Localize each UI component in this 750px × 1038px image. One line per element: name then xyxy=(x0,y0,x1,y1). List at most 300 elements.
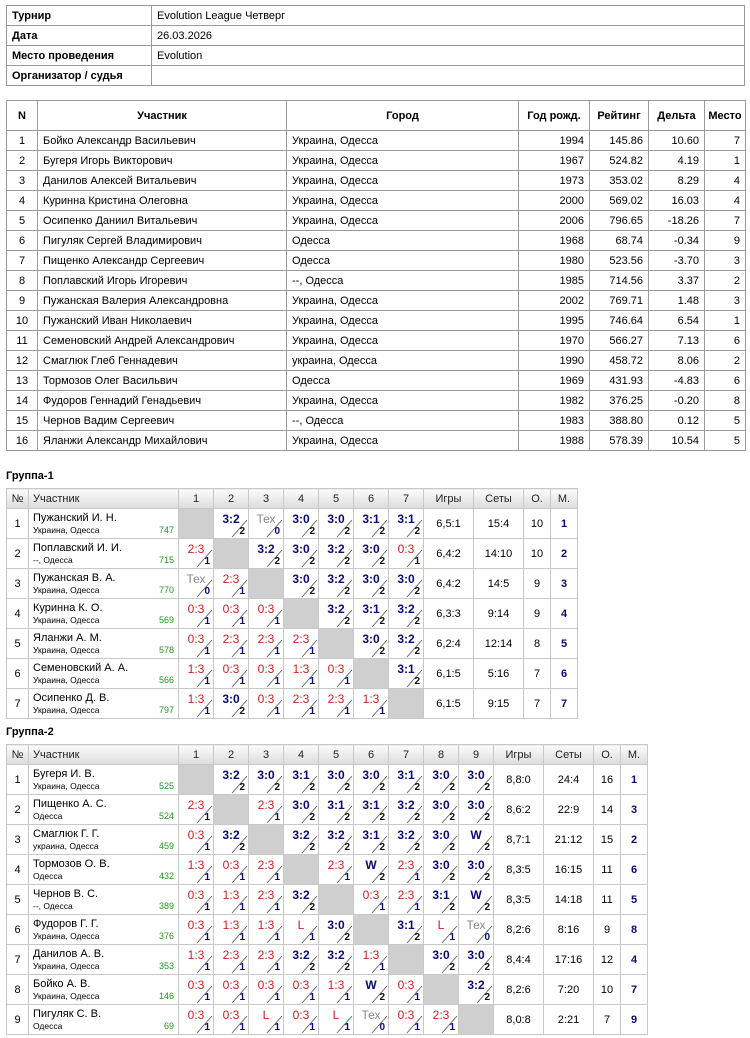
participant-cell: 6 xyxy=(705,371,746,391)
match-result xyxy=(459,855,494,885)
participant-cell: -3.70 xyxy=(649,251,705,271)
participant-row xyxy=(7,231,746,251)
match-score: 2:3 xyxy=(257,858,275,872)
match-result xyxy=(319,855,354,885)
match-points: 2 xyxy=(449,782,455,793)
participant-row xyxy=(7,371,746,391)
header-opponent-number: 2 xyxy=(214,489,249,509)
self-cell xyxy=(389,689,424,719)
match-score: 3:1 xyxy=(362,798,380,812)
match-score: 3:0 xyxy=(467,948,485,962)
player-city: Одесса xyxy=(33,811,63,821)
match-points: 2 xyxy=(379,646,385,657)
player-name: Пигуляк С. В. xyxy=(33,1008,102,1020)
player-rating: 524 xyxy=(158,811,174,821)
player-rating: 569 xyxy=(158,615,174,625)
match-score: 0:3 xyxy=(257,602,275,616)
player-name: Тормозов О. В. xyxy=(33,858,110,870)
match-points: 1 xyxy=(274,646,280,657)
games-value: 8,3:5 xyxy=(494,855,544,885)
player-cell xyxy=(29,945,179,975)
match-points: 2 xyxy=(309,962,315,973)
participant-cell: Украина, Одесса xyxy=(287,211,519,231)
participant-cell: Украина, Одесса xyxy=(287,191,519,211)
match-points: 1 xyxy=(344,872,350,883)
group-title: Группа-2 xyxy=(6,726,54,738)
group-row xyxy=(7,659,578,689)
participant-cell: 10.60 xyxy=(649,131,705,151)
sets-value: 22:9 xyxy=(544,795,594,825)
match-points: 1 xyxy=(239,586,245,597)
player-rating: 69 xyxy=(163,1021,174,1031)
sets-value: 14:10 xyxy=(474,539,524,569)
match-score: 3:2 xyxy=(257,542,275,556)
match-points: 1 xyxy=(414,992,420,1003)
sets-value: 2:21 xyxy=(544,1005,594,1035)
player-rating: 797 xyxy=(158,705,174,715)
match-points: 1 xyxy=(309,646,315,657)
match-score: 2:3 xyxy=(432,1008,450,1022)
player-rating: 146 xyxy=(158,991,174,1001)
match-result xyxy=(214,659,249,689)
group-row xyxy=(7,885,648,915)
match-score: 1:3 xyxy=(362,948,380,962)
participant-cell: 523.56 xyxy=(590,251,649,271)
match-score: 3:0 xyxy=(327,512,345,526)
match-result xyxy=(389,765,424,795)
participant-cell: Пищенко Александр Сергеевич xyxy=(38,251,287,271)
match-score: 0:3 xyxy=(327,662,345,676)
games-value: 8,2:6 xyxy=(494,915,544,945)
player-number: 7 xyxy=(7,945,29,975)
match-result xyxy=(354,569,389,599)
place-value: 1 xyxy=(621,765,648,795)
player-name: Поплавский И. И. xyxy=(33,542,122,554)
group-row xyxy=(7,765,648,795)
player-cell xyxy=(29,599,179,629)
match-score: 3:2 xyxy=(327,572,345,586)
match-result xyxy=(459,795,494,825)
participant-cell: 3 xyxy=(7,171,38,191)
group-header-row xyxy=(7,489,578,509)
participant-row xyxy=(7,311,746,331)
games-value: 6,3:3 xyxy=(424,599,474,629)
match-result xyxy=(389,599,424,629)
player-name: Данилов А. В. xyxy=(33,948,105,960)
match-score: Тех xyxy=(466,918,486,932)
match-result xyxy=(249,539,284,569)
participant-cell: Украина, Одесса xyxy=(287,311,519,331)
match-score: 0:3 xyxy=(222,662,240,676)
match-score: 1:3 xyxy=(222,918,240,932)
match-score: 3:2 xyxy=(292,828,310,842)
match-score: 3:0 xyxy=(467,858,485,872)
match-score: 2:3 xyxy=(222,948,240,962)
games-value: 6,4:2 xyxy=(424,569,474,599)
participant-cell: 2006 xyxy=(519,211,590,231)
match-result xyxy=(179,689,214,719)
match-points: 1 xyxy=(414,872,420,883)
column-header: Город xyxy=(287,101,519,131)
match-points: 0 xyxy=(274,526,280,537)
match-points: 2 xyxy=(484,902,490,913)
match-result xyxy=(249,975,284,1005)
participant-cell: 2000 xyxy=(519,191,590,211)
participant-cell: 16.03 xyxy=(649,191,705,211)
player-city: Украина, Одесса xyxy=(33,991,100,1001)
player-cell xyxy=(29,855,179,885)
participant-cell: 1.48 xyxy=(649,291,705,311)
player-city: --, Одесса xyxy=(33,555,73,565)
player-name: Куринна К. О. xyxy=(33,602,103,614)
participant-cell: 1982 xyxy=(519,391,590,411)
participant-cell: 376.25 xyxy=(590,391,649,411)
participant-cell: -4.83 xyxy=(649,371,705,391)
participant-cell: 5 xyxy=(705,411,746,431)
participant-cell: 3.37 xyxy=(649,271,705,291)
player-name: Осипенко Д. В. xyxy=(33,692,110,704)
participant-cell: 796.65 xyxy=(590,211,649,231)
match-score: 3:0 xyxy=(432,858,450,872)
match-result xyxy=(179,945,214,975)
match-result xyxy=(214,569,249,599)
match-points: 1 xyxy=(239,962,245,973)
match-score: 3:0 xyxy=(222,692,240,706)
match-points: 2 xyxy=(484,812,490,823)
player-rating: 747 xyxy=(158,525,174,535)
match-score: 1:3 xyxy=(292,662,310,676)
match-points: 2 xyxy=(414,932,420,943)
match-result xyxy=(214,765,249,795)
match-points: 2 xyxy=(379,872,385,883)
match-result xyxy=(319,569,354,599)
match-points: 2 xyxy=(414,616,420,627)
points-value: 11 xyxy=(594,885,621,915)
participant-cell: 7 xyxy=(7,251,38,271)
match-points: 2 xyxy=(309,586,315,597)
header-opponent-number: 4 xyxy=(284,489,319,509)
match-result xyxy=(284,915,319,945)
player-city: Одесса xyxy=(33,1021,63,1031)
match-result xyxy=(389,569,424,599)
match-points: 1 xyxy=(344,992,350,1003)
match-score: Тех xyxy=(256,512,276,526)
match-points: 2 xyxy=(484,842,490,853)
participant-cell: 4 xyxy=(705,171,746,191)
match-points: 2 xyxy=(309,556,315,567)
match-points: 1 xyxy=(414,1022,420,1033)
match-score: 0:3 xyxy=(187,828,205,842)
match-result xyxy=(214,509,249,539)
player-name: Пужанский И. Н. xyxy=(33,512,117,524)
group-row xyxy=(7,945,648,975)
points-value: 15 xyxy=(594,825,621,855)
participant-cell: 1970 xyxy=(519,331,590,351)
info-row xyxy=(7,6,745,26)
header-opponent-number: 4 xyxy=(284,745,319,765)
match-points: 2 xyxy=(344,616,350,627)
self-cell xyxy=(389,945,424,975)
match-result xyxy=(214,1005,249,1035)
player-city: Украина, Одесса xyxy=(33,585,100,595)
match-points: 1 xyxy=(239,1022,245,1033)
match-points: 1 xyxy=(204,676,210,687)
match-points: 1 xyxy=(204,872,210,883)
header-opponent-number: 3 xyxy=(249,745,284,765)
match-score: 0:3 xyxy=(292,1008,310,1022)
match-points: 2 xyxy=(379,526,385,537)
match-score: W xyxy=(365,978,377,992)
participant-cell: 2 xyxy=(7,151,38,171)
match-points: 2 xyxy=(414,842,420,853)
match-score: L xyxy=(332,1008,340,1022)
match-result xyxy=(214,689,249,719)
match-result xyxy=(389,1005,424,1035)
match-result xyxy=(389,885,424,915)
match-points: 2 xyxy=(449,812,455,823)
match-points: 2 xyxy=(449,842,455,853)
player-number: 1 xyxy=(7,509,29,539)
participant-cell: 9 xyxy=(705,231,746,251)
games-value: 6,5:1 xyxy=(424,509,474,539)
match-points: 2 xyxy=(484,782,490,793)
place-value: 7 xyxy=(551,689,578,719)
match-points: 2 xyxy=(309,526,315,537)
participant-cell: Осипенко Даниил Витальевич xyxy=(38,211,287,231)
header-games: Игры xyxy=(424,489,474,509)
match-points: 1 xyxy=(309,992,315,1003)
match-score: 0:3 xyxy=(292,978,310,992)
match-result xyxy=(179,855,214,885)
column-header: Рейтинг xyxy=(590,101,649,131)
match-score: 2:3 xyxy=(327,692,345,706)
match-result xyxy=(284,885,319,915)
participant-cell: 4.19 xyxy=(649,151,705,171)
sets-value: 15:4 xyxy=(474,509,524,539)
participant-cell: 1973 xyxy=(519,171,590,191)
participant-cell: 566.27 xyxy=(590,331,649,351)
header-opponent-number: 2 xyxy=(214,745,249,765)
player-name: Смаглюк Г. Г. xyxy=(33,828,100,840)
player-rating: 459 xyxy=(158,841,174,851)
match-score: 2:3 xyxy=(257,798,275,812)
match-points: 2 xyxy=(344,842,350,853)
games-value: 6,1:5 xyxy=(424,659,474,689)
group-row xyxy=(7,915,648,945)
participant-cell: Тормозов Олег Васильвич xyxy=(38,371,287,391)
match-score: 2:3 xyxy=(222,572,240,586)
match-result xyxy=(214,629,249,659)
player-cell xyxy=(29,975,179,1005)
match-result xyxy=(389,975,424,1005)
participant-cell: Одесса xyxy=(287,251,519,271)
match-result xyxy=(249,855,284,885)
match-score: 0:3 xyxy=(187,602,205,616)
header-opponent-number: 8 xyxy=(424,745,459,765)
match-points: 1 xyxy=(239,902,245,913)
info-label: Дата xyxy=(7,26,152,46)
match-score: 3:0 xyxy=(362,768,380,782)
player-name: Яланжи А. М. xyxy=(33,632,102,644)
match-result xyxy=(354,765,389,795)
match-points: 2 xyxy=(449,872,455,883)
match-points: 1 xyxy=(414,556,420,567)
match-result xyxy=(284,975,319,1005)
match-score: 3:2 xyxy=(327,828,345,842)
place-value: 2 xyxy=(551,539,578,569)
header-points: О. xyxy=(594,745,621,765)
sets-value: 8:16 xyxy=(544,915,594,945)
tournament-info-table xyxy=(6,5,745,86)
match-score: 3:2 xyxy=(397,828,415,842)
participant-cell: Одесса xyxy=(287,371,519,391)
place-value: 5 xyxy=(551,629,578,659)
player-rating: 770 xyxy=(158,585,174,595)
group-row xyxy=(7,855,648,885)
match-result xyxy=(179,659,214,689)
match-result xyxy=(249,629,284,659)
match-result xyxy=(179,915,214,945)
match-score: 3:0 xyxy=(397,572,415,586)
info-label: Место проведения xyxy=(7,46,152,66)
info-value: 26.03.2026 xyxy=(152,26,745,46)
participant-cell: Поплавский Игорь Игоревич xyxy=(38,271,287,291)
match-points: 2 xyxy=(414,782,420,793)
match-points: 2 xyxy=(379,782,385,793)
info-value: Evolution xyxy=(152,46,745,66)
place-value: 8 xyxy=(621,915,648,945)
match-result xyxy=(354,855,389,885)
header-opponent-number: 5 xyxy=(319,745,354,765)
match-points: 2 xyxy=(309,812,315,823)
match-result xyxy=(214,825,249,855)
games-value: 8,6:2 xyxy=(494,795,544,825)
player-city: Одесса xyxy=(33,871,63,881)
participant-cell: Украина, Одесса xyxy=(287,151,519,171)
sets-value: 21:12 xyxy=(544,825,594,855)
match-points: 1 xyxy=(344,676,350,687)
group-table xyxy=(6,744,648,1035)
match-points: 1 xyxy=(204,706,210,717)
match-result xyxy=(459,915,494,945)
player-number: 4 xyxy=(7,855,29,885)
match-result xyxy=(424,825,459,855)
games-value: 6,4:2 xyxy=(424,539,474,569)
participant-cell: 431.93 xyxy=(590,371,649,391)
participant-row xyxy=(7,171,746,191)
match-result xyxy=(214,975,249,1005)
match-result xyxy=(179,795,214,825)
self-cell xyxy=(179,509,214,539)
participant-cell: 6.54 xyxy=(649,311,705,331)
match-result xyxy=(459,825,494,855)
match-points: 2 xyxy=(239,842,245,853)
participant-cell: 2002 xyxy=(519,291,590,311)
player-cell xyxy=(29,825,179,855)
match-result xyxy=(319,1005,354,1035)
games-value: 6,2:4 xyxy=(424,629,474,659)
match-score: 1:3 xyxy=(222,888,240,902)
match-score: 0:3 xyxy=(187,978,205,992)
group-row xyxy=(7,1005,648,1035)
match-result xyxy=(284,539,319,569)
match-points: 1 xyxy=(204,556,210,567)
place-value: 4 xyxy=(621,945,648,975)
match-points: 1 xyxy=(274,676,280,687)
match-score: 3:2 xyxy=(397,602,415,616)
match-points: 2 xyxy=(274,782,280,793)
match-score: L xyxy=(437,918,445,932)
participant-cell: --, Одесса xyxy=(287,271,519,291)
match-points: 0 xyxy=(379,1022,385,1033)
participant-cell: 524.82 xyxy=(590,151,649,171)
header-opponent-number: 7 xyxy=(389,745,424,765)
participant-cell: Семеновский Андрей Александрович xyxy=(38,331,287,351)
match-score: 3:2 xyxy=(292,888,310,902)
participant-cell: 1968 xyxy=(519,231,590,251)
column-header: N xyxy=(7,101,38,131)
participant-cell: 4 xyxy=(7,191,38,211)
sets-value: 17:16 xyxy=(544,945,594,975)
player-rating: 566 xyxy=(158,675,174,685)
match-result xyxy=(179,539,214,569)
player-name: Семеновский А. А. xyxy=(33,662,129,674)
header-num: № xyxy=(7,745,29,765)
match-result xyxy=(389,629,424,659)
header-points: О. xyxy=(524,489,551,509)
group-row xyxy=(7,795,648,825)
participant-cell: 8 xyxy=(705,391,746,411)
match-score: 2:3 xyxy=(187,798,205,812)
match-score: 0:3 xyxy=(222,978,240,992)
player-cell xyxy=(29,569,179,599)
sets-value: 16:15 xyxy=(544,855,594,885)
participant-cell: 353.02 xyxy=(590,171,649,191)
match-result xyxy=(424,1005,459,1035)
match-score: 2:3 xyxy=(187,542,205,556)
match-points: 2 xyxy=(239,526,245,537)
match-result xyxy=(354,975,389,1005)
player-city: Украина, Одесса xyxy=(33,615,100,625)
match-points: 1 xyxy=(274,706,280,717)
match-result xyxy=(354,885,389,915)
info-value xyxy=(152,66,745,86)
points-value: 7 xyxy=(524,659,551,689)
self-cell xyxy=(249,569,284,599)
player-rating: 389 xyxy=(158,901,174,911)
participant-cell: -0.34 xyxy=(649,231,705,251)
match-result xyxy=(319,765,354,795)
match-score: 3:0 xyxy=(327,768,345,782)
participant-cell: Украина, Одесса xyxy=(287,171,519,191)
self-cell xyxy=(284,599,319,629)
sets-value: 7:20 xyxy=(544,975,594,1005)
match-result xyxy=(424,915,459,945)
group-row xyxy=(7,825,648,855)
match-points: 1 xyxy=(274,616,280,627)
info-value: Evolution League Четверг xyxy=(152,6,745,26)
match-result xyxy=(284,1005,319,1035)
header-games: Игры xyxy=(494,745,544,765)
match-points: 2 xyxy=(414,676,420,687)
points-value: 10 xyxy=(524,539,551,569)
info-row xyxy=(7,26,745,46)
participant-cell: 10 xyxy=(7,311,38,331)
match-result xyxy=(424,795,459,825)
match-result xyxy=(214,915,249,945)
match-result xyxy=(284,569,319,599)
match-points: 2 xyxy=(309,842,315,853)
